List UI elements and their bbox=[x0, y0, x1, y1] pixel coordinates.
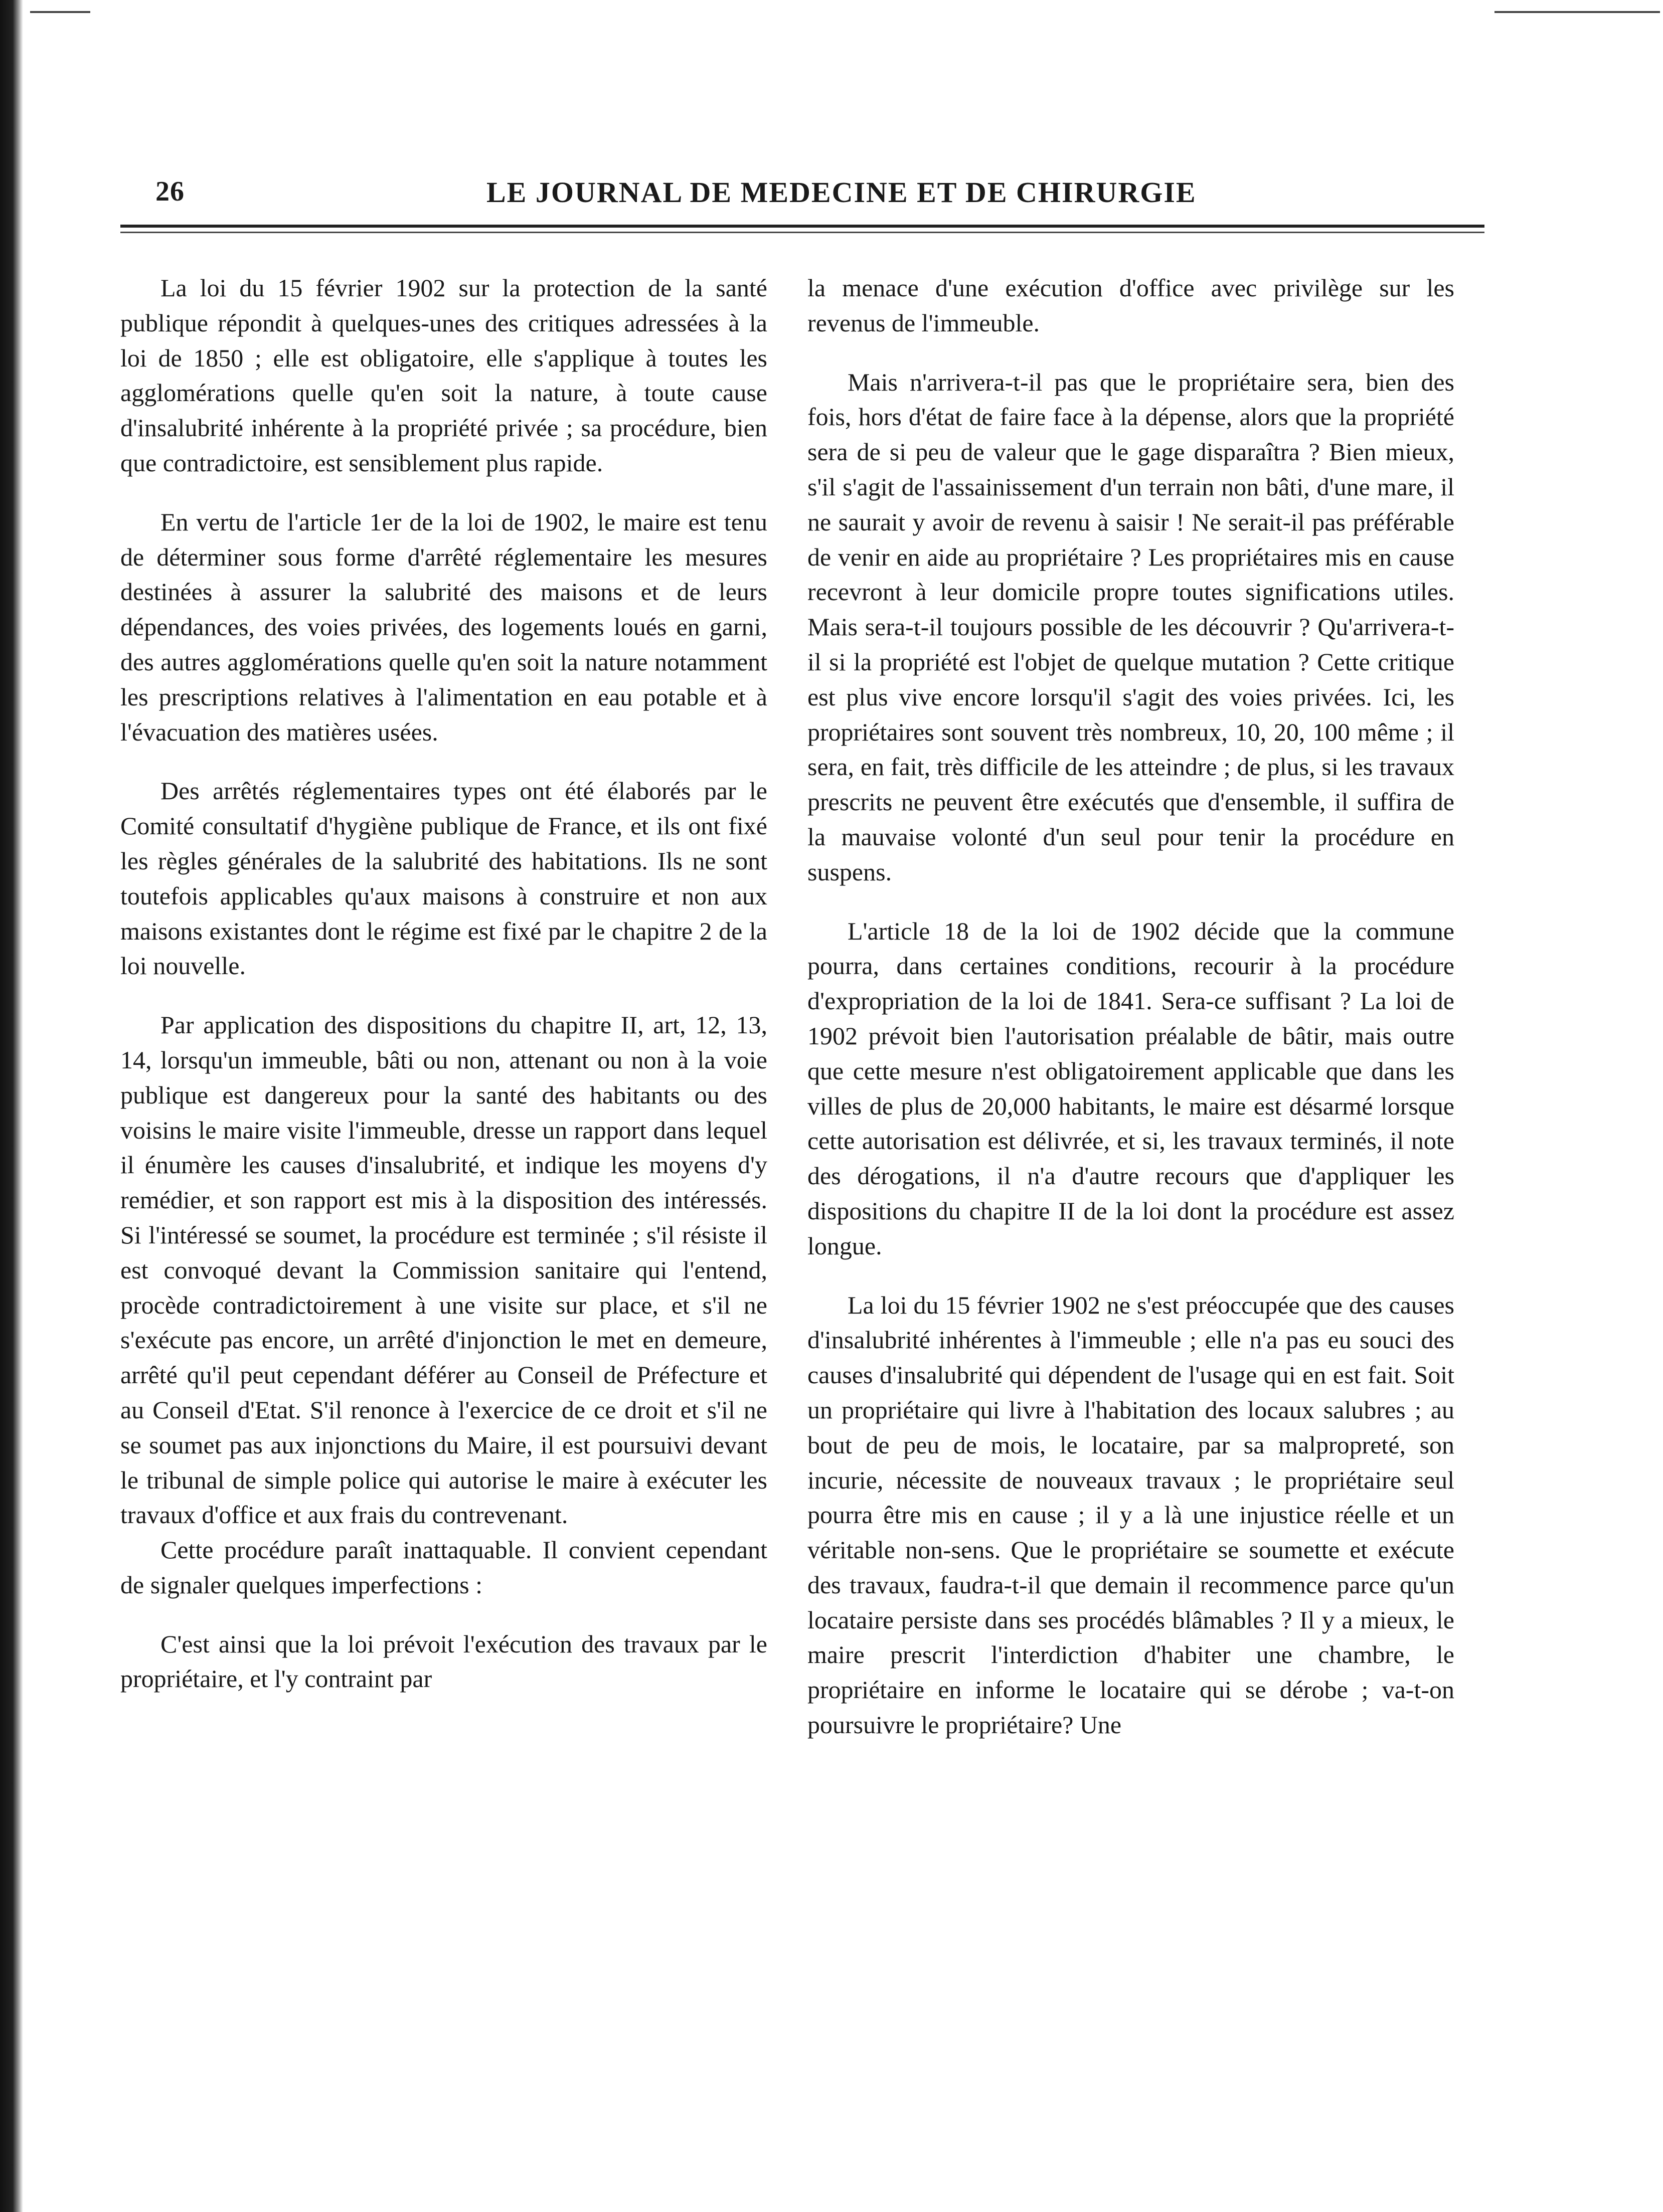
paragraph: La loi du 15 février 1902 sur la protection de la santé publique répondit à quelques-unes des critiques adressées à la loi de 1850 ; elle est obligatoire, elle s'applique à toutes les agglomérations quelle qu'en soit la nature, à toute cause d'insalubrité inhérente à la propriété privée ; sa procédure, bien que contradictoire, est sensiblement plus rapide. bbox=[120, 274, 767, 477]
page-number: 26 bbox=[155, 176, 185, 207]
scan-edge-shadow bbox=[0, 0, 23, 2212]
paragraph: La loi du 15 février 1902 ne s'est préoccupée que des causes d'insalubrité inhérentes à l'immeuble ; elle n'a pas eu souci des causes d'insalubrité qui dépendent de l'usage qui en est fait. Soit un propriétaire qui livre à l'habitation des locaux salubres ; au bout de peu de mois, le locataire, par sa malpropreté, son incurie, nécessite de nouveaux travaux ; le propriétaire seul pourra être mis en cause ; il y a là une injustice réelle et un véritable non-sens. Que le propriétaire se soumette et exécute des travaux, faudra-t-il que demain il recommence parce qu'un locataire persiste dans ses procédés blâmables ? Il y a mieux, le maire prescrit l'interdiction d'habiter une chambre, le propriétaire en informe le locataire qui se dérobe ; va-t-on poursuivre le propriétaire? Une bbox=[807, 1291, 1454, 1739]
paragraph: Mais n'arrivera-t-il pas que le propriétaire sera, bien des fois, hors d'état de faire face à la dépense, alors que la propriété sera de si peu de valeur que le gage disparaîtra ? Bien mieux, s'il s'agit de l'assainissement d'un terrain non bâti, d'une mare, il ne saurait y avoir de revenu à saisir ! Ne serait-il pas préférable de venir en aide au propriétaire ? Les propriétaires mis en cause recevront à leur domicile propre toutes significations utiles. Mais sera-t-il toujours possible de les découvrir ? Qu'arrivera-t-il si la propriété est l'objet de quelque mutation ? Cette critique est plus vive encore lorsqu'il s'agit des voies privées. Ici, les propriétaires sont souvent très nombreux, 10, 20, 100 même ; il sera, en fait, très difficile de les atteindre ; de plus, si les travaux prescrits ne peuvent être exécutés que d'ensemble, il suffira de la mauvaise volonté d'un seul pour tenir la procédure en suspens. bbox=[807, 367, 1454, 886]
top-scan-mark bbox=[30, 11, 90, 13]
paragraph: Des arrêtés réglementaires types ont été élaborés par le Comité consultatif d'hygiène publique de France, et ils ont fixé les règles générales de la salubrité des habitations. Ils ne sont toutefois applicables qu'aux maisons à construire et non aux maisons existantes dont le régime est fixé par le chapitre 2 de la loi nouvelle. bbox=[120, 777, 767, 980]
right-column bbox=[807, 271, 1454, 1767]
paragraph: En vertu de l'article 1er de la loi de 1902, le maire est tenu de déterminer sous forme d'arrêté réglementaire les mesures destinées à assurer la salubrité des maisons et de leurs dépendances, des voies privées, des logements loués en garni, des autres agglomérations quelle qu'en soit la nature notamment les prescriptions relatives à l'alimentation en eau potable et à l'évacuation des matières usées. bbox=[120, 507, 767, 746]
paragraph: la menace d'une exécution d'office avec privilège sur les revenus de l'immeuble. bbox=[807, 274, 1454, 337]
header-rule bbox=[120, 225, 1484, 228]
paragraph: C'est ainsi que la loi prévoit l'exécution des travaux par le propriétaire, et l'y contraint par bbox=[120, 1629, 767, 1693]
paragraph: Par application des dispositions du chapitre II, art, 12, 13, 14, lorsqu'un immeuble, bâti ou non, attenant ou non à la voie publique est dangereux pour la santé des habitants ou des voisins le maire visite l'immeuble, dresse un rapport dans lequel il énumère les causes d'insalubrité, et indique les moyens d'y remédier, et son rapport est mis à la disposition des intéressés. Si l'intéressé se soumet, la procédure est terminée ; s'il résiste il est convoqué devant la Commission sanitaire qui l'entend, procède contradictoirement à une visite sur place, et s'il ne s'exécute pas encore, un arrêté d'injonction le met en demeure, arrêté qu'il peut cependant déférer au Conseil de Préfecture et au Conseil d'Etat. S'il renonce à l'exercice de ce droit et s'il ne se soumet pas aux injonctions du Maire, il est poursuivi devant le tribunal de simple police qui autorise le maire à exécuter les travaux d'office et aux frais du contrevenant. bbox=[120, 1011, 767, 1529]
paragraph: Cette procédure paraît inattaquable. Il convient cependant de signaler quelques imperfections : bbox=[120, 1536, 767, 1599]
page-header bbox=[155, 175, 1479, 221]
paragraph: L'article 18 de la loi de 1902 décide que la commune pourra, dans certaines conditions, recourir à la procédure d'expropriation de la loi de 1841. Sera-ce suffisant ? La loi de 1902 prévoit bien l'autorisation préalable de bâtir, mais outre que cette mesure n'est obligatoirement applicable que dans les villes de plus de 20,000 habitants, le maire est désarmé lorsque cette autorisation est délivrée, et si, les travaux terminés, il note des dérogations, il n'a d'autre recours que d'appliquer les dispositions du chapitre II de la loi dont la procédure est assez longue. bbox=[807, 916, 1454, 1260]
header-rule bbox=[120, 232, 1484, 233]
left-column bbox=[120, 271, 767, 1721]
journal-title: LE JOURNAL DE MEDECINE ET DE CHIRURGIE bbox=[486, 176, 1197, 209]
top-scan-mark bbox=[1494, 11, 1660, 13]
